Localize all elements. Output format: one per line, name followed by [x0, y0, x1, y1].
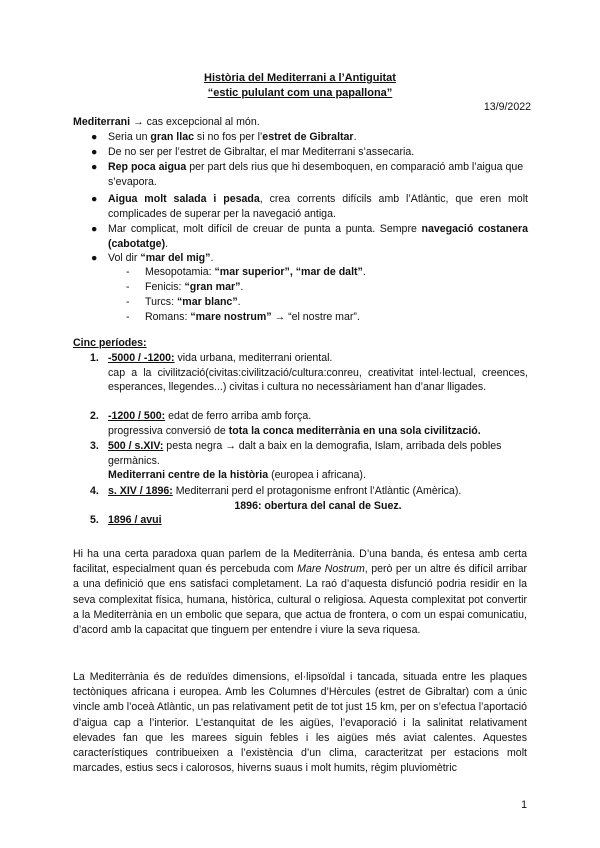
dash-glyph: - [126, 311, 130, 323]
arrow-glyph: → [130, 116, 147, 128]
intro-term: Mediterrani [73, 116, 131, 128]
period-range: s. XIV / 1896: [108, 485, 173, 497]
sub-list-item: Romans: “mare nostrum” → “el nostre mar”. [145, 311, 360, 323]
period-number: 3. [90, 440, 99, 452]
document-subtitle: “estic pululant com una papallona” [207, 87, 393, 99]
period-range: -5000 / -1200: [108, 352, 175, 364]
bullet-icon: ● [91, 131, 98, 143]
period-number: 4. [90, 485, 99, 497]
page-number: 1 [521, 799, 527, 811]
periods-heading: Cinc períodes: [73, 337, 147, 349]
period-range: 1896 / avui [108, 514, 162, 526]
period-detail: cap a la civilització(civitas:civilització/cultura:conreu, creativitat intel·lectual, creences, esperances, llegendes...) civitas i cultura no necessàriament han d’anar lligades. [108, 366, 528, 393]
period-number: 2. [90, 410, 99, 422]
period-number: 1. [90, 352, 99, 364]
sub-list-item: Turcs: “mar blanc”. [145, 296, 241, 308]
paragraph: Hi ha una certa paradoxa quan parlem de la Mediterrània. D’una banda, és entesa amb certa facilitat, especialment quan és percebuda com Mare Nostrum, però per un altre és difícil arribar a una definició que ens satisfaci completament. La raó d’aquesta disfunció podria residir en la seva complexitat física, humana, històrica, cultural o religiosa. Aquesta complexitat pot convertir a la Mediterrània en un embolic que separa, que actua de frontera, o com un espai comunicatiu, d’acord amb la capacitat que tinguem per entendre i viure la seva riquesa. [73, 548, 527, 637]
bullet-icon: ● [91, 146, 98, 158]
dash-glyph: - [126, 296, 130, 308]
suez-note: 1896: obertura del canal de Suez. [234, 499, 402, 512]
period-range: 500 / s.XIV: [108, 440, 164, 452]
list-item: Vol dir “mar del mig”. [108, 252, 214, 264]
period-item: -1200 / 500: edat de ferro arriba amb força. progressiva conversió de tota la conca mediterrània en una sola civilització. [108, 410, 481, 437]
list-item: Mar complicat, molt difícil de creuar de punta a punta. Sempre navegació costanera (cabotatge). [108, 223, 528, 250]
list-item: Seria un gran llac si no fos per l’estret de Gibraltar. [108, 131, 357, 143]
dash-glyph: - [126, 281, 130, 293]
period-item [108, 513, 528, 528]
paragraph: La Mediterrània és de reduïdes dimensions, el·lipsoïdal i tancada, situada entre les plaques tectòniques africana i europea. Amb les Columnes d’Hèrcules (estret de Gibraltar) com a únic vincle amb l’oceà Atlàntic, un pas relativament petit de tot just 15 km, per on s’efectua l’aportació d’aigua cap a l’interior. L’estanquitat de les aigües, l’evaporació i la salinitat relativament elevades fan que les marees siguin febles i les aigües més aviat calentes. Aquestes característiques contribueixen a l’existència d’un clima, caracteritzat per estacions molt marcades, estius secs i calorosos, hiverns suaus i molt humits, règim pluviomètric [73, 671, 527, 775]
intro-text: cas excepcional al món. [146, 116, 260, 128]
sub-list-item: Mesopotamia: “mar superior”, “mar de dalt”. [145, 266, 366, 278]
bullet-icon: ● [91, 161, 98, 173]
list-item: Aigua molt salada i pesada, crea corrents difícils amb l’Atlàntic, que eren molt complicades de superar per la navegació antiga. [108, 193, 528, 220]
period-item: 500 / s.XIV: pesta negra → dalt a baix en la demografia, Islam, arribada dels pobles germànics. Mediterrani centre de la història (europea i africana). [108, 440, 502, 481]
bullet-icon: ● [91, 193, 98, 205]
intro-line [73, 116, 260, 128]
period-range: -1200 / 500: [108, 410, 166, 422]
document-title: Història del Mediterrani a l’Antiguitat [204, 72, 396, 84]
period-item: -5000 / -1200: vida urbana, mediterrani oriental. cap a la civilització(civitas:civilització/cultura:conreu, creativitat intel·lectual, creences, esperances, llegendes...) civitas i cultura no necessàriament han d’anar lligades. [108, 352, 528, 393]
list-item: Rep poca aigua per part dels rius que hi desemboquen, en comparació amb l’aigua que s’evapora. [108, 161, 524, 188]
list-item: De no ser per l’estret de Gibraltar, el mar Mediterrani s’assecaria. [108, 146, 415, 158]
period-item: s. XIV / 1896: Mediterrani perd el protagonisme enfront l’Atlàntic (Amèrica). 1896: obertura del canal de Suez. [108, 484, 528, 513]
bullet-icon: ● [91, 252, 98, 264]
bullet-icon: ● [91, 223, 98, 235]
dash-glyph: - [126, 266, 130, 278]
period-number: 5. [90, 514, 99, 526]
sub-list-item: Fenicis: “gran mar”. [145, 281, 244, 293]
document-date: 13/9/2022 [483, 101, 531, 113]
